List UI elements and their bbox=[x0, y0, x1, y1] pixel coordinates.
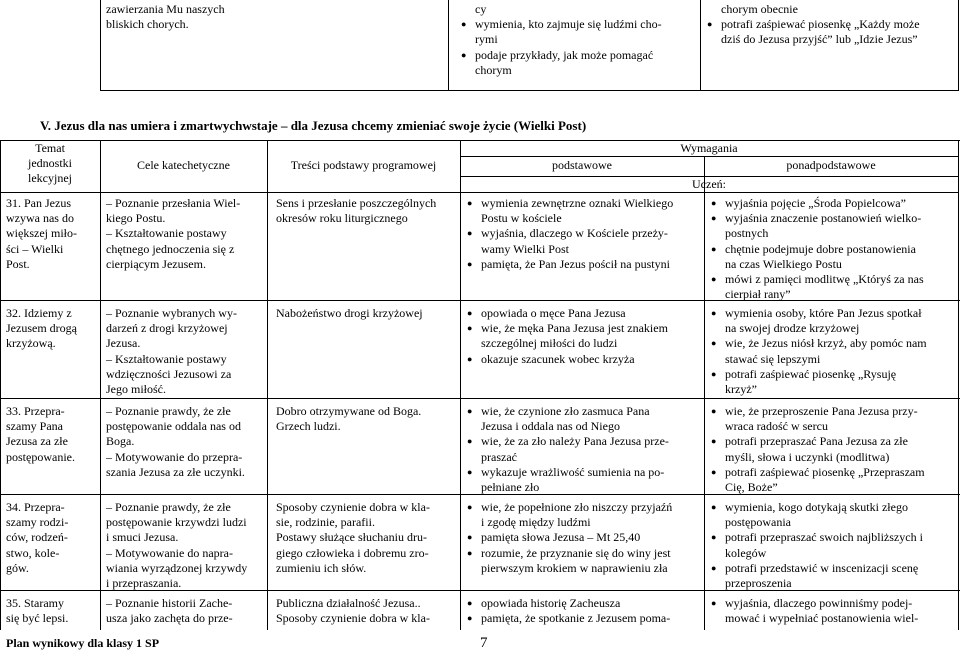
text-line: postnych bbox=[725, 226, 769, 241]
text-line: gów. bbox=[6, 560, 29, 575]
text-line: ● chętnie podejmuje dobre postanowienia bbox=[725, 241, 916, 256]
text-line: lekcyjnej bbox=[28, 171, 72, 186]
text-line: postępowanie. bbox=[6, 449, 75, 464]
table-border-left bbox=[0, 140, 1, 630]
text-line: i smuci Jezusa. bbox=[106, 530, 179, 545]
text-line: usza jako zachęta do prze- bbox=[106, 611, 233, 626]
col-divider-4 bbox=[704, 156, 705, 630]
list-item bbox=[710, 242, 956, 272]
row-podstawowe bbox=[466, 404, 702, 495]
top-col1 bbox=[106, 2, 436, 32]
text-line: chętnego jednoczenia się z bbox=[106, 241, 235, 256]
list-item bbox=[710, 596, 956, 626]
text-line: ● potrafi zaśpiewać piosenkę „Przepraszam bbox=[725, 464, 925, 479]
bullet-list bbox=[466, 596, 702, 626]
list-item bbox=[466, 306, 702, 321]
text-line: na swojej drodze krzyżowej bbox=[725, 321, 860, 336]
text-line: Temat bbox=[35, 141, 65, 155]
row-temat bbox=[6, 596, 98, 626]
text-line: Jezusa za złe bbox=[6, 434, 68, 449]
text-line: praszać bbox=[481, 449, 517, 464]
row-ponadpodstawowe bbox=[710, 500, 956, 591]
text-line: Postu w kościele bbox=[481, 211, 562, 226]
header-temat bbox=[0, 141, 100, 187]
list-item bbox=[710, 404, 956, 434]
top-col2 bbox=[460, 2, 696, 78]
text-line: wiania wyrządzonej krzywdy bbox=[106, 560, 248, 575]
list-item bbox=[710, 434, 956, 464]
text-line: 33. Przepra- bbox=[6, 404, 65, 418]
list-item bbox=[466, 596, 702, 611]
list-item bbox=[466, 546, 702, 576]
list-item bbox=[466, 500, 702, 530]
text-line: okresów roku liturgicznego bbox=[276, 211, 408, 226]
text-line: ● wyjaśnia, dlaczego w Kościele przeży- bbox=[481, 226, 668, 241]
text-line: darzeń z drogi krzyżowej bbox=[106, 321, 228, 336]
text-line: jednostki bbox=[28, 156, 72, 171]
text-line: ● pamięta, że spotkanie z Jezusem poma- bbox=[481, 611, 671, 626]
list-item bbox=[710, 196, 956, 211]
row-temat bbox=[6, 306, 98, 352]
footer-title: Plan wynikowy dla klasy 1 SP bbox=[6, 636, 160, 650]
table-border-right bbox=[958, 140, 959, 630]
text-line: przeproszenia bbox=[725, 576, 792, 591]
text-line: ● wymienia osoby, które Pan Jezus spotkał bbox=[725, 306, 922, 320]
list-item bbox=[466, 465, 702, 495]
list-item bbox=[706, 17, 956, 47]
text-line: ● wie, że Jezus niósł krzyż, aby pomóc nam bbox=[725, 336, 927, 351]
list-item bbox=[710, 336, 956, 366]
text-line: ● wie, że czynione zło zasmuca Pana bbox=[481, 404, 650, 418]
text-line: chorym obecnie bbox=[721, 2, 798, 16]
list-item bbox=[466, 257, 702, 272]
text-line: krzyż” bbox=[725, 382, 757, 397]
row-tresci bbox=[276, 404, 460, 434]
row-podstawowe bbox=[466, 596, 702, 626]
header-tresci: Treści podstawy programowej bbox=[290, 158, 437, 172]
bullet-list bbox=[466, 306, 702, 367]
list-item bbox=[710, 561, 956, 591]
section-title: V. Jezus dla nas umiera i zmartwychwstaje – dla Jezusa chcemy zmieniać swoje życie (Wielki Post) bbox=[40, 118, 587, 133]
text-line: myśli, słowa i uczynki (modlitwa) bbox=[725, 449, 890, 464]
list-item bbox=[710, 272, 956, 302]
top-border-mid2 bbox=[700, 0, 701, 90]
text-line: ● wie, że popełnione zło niszczy przyjaźń bbox=[481, 500, 673, 514]
text-line: Sposoby czynienie dobra w kla- bbox=[276, 611, 430, 626]
page-number: 7 bbox=[480, 635, 488, 651]
row-cele bbox=[106, 500, 264, 591]
row-tresci bbox=[276, 500, 460, 576]
list-item bbox=[466, 404, 702, 434]
text-line: ● wyjaśnia znaczenie postanowień wielko- bbox=[725, 211, 922, 226]
text-line: Post. bbox=[6, 256, 30, 271]
text-line: ● wie, że męka Pana Jezusa jest znakiem bbox=[481, 321, 668, 336]
text-line: ści – Wielki bbox=[6, 241, 64, 256]
list-item bbox=[710, 211, 956, 241]
text-line: ców, rodzeń- bbox=[6, 530, 68, 545]
text-line: sie, rodzinie, parafii. bbox=[276, 515, 375, 530]
top-border-bottom bbox=[100, 90, 959, 91]
col-divider-3 bbox=[460, 140, 461, 630]
text-line: – Motywowanie do przepra- bbox=[106, 449, 243, 464]
text-line: pierwszym krokiem w naprawieniu zła bbox=[481, 560, 668, 575]
list-item bbox=[466, 530, 702, 545]
text-line: ● wyjaśnia, dlaczego powinniśmy podej- bbox=[725, 596, 913, 610]
text-line: stwo, kole- bbox=[6, 545, 60, 560]
list-item bbox=[710, 306, 956, 336]
header-cele: Cele katechetyczne bbox=[137, 158, 230, 172]
text-line: Sposoby czynienie dobra w kla- bbox=[276, 500, 430, 514]
text-line: ● podaje przykłady, jak może pomagać bbox=[475, 47, 654, 62]
text-line: szania Jezusa za złe uczynki. bbox=[106, 464, 245, 479]
row-ponadpodstawowe bbox=[710, 306, 956, 397]
text-line: ● wymienia, kto zajmuje się ludźmi cho- bbox=[475, 17, 662, 32]
list-item bbox=[466, 226, 702, 256]
text-line: Grzech ludzi. bbox=[276, 419, 341, 434]
text-line: stawać się lepszymi bbox=[725, 351, 821, 366]
text-line: 34. Przepra- bbox=[6, 500, 65, 514]
text-line: – Poznanie historii Zache- bbox=[106, 596, 233, 610]
text-line: wamy Wielki Post bbox=[481, 241, 569, 256]
bullet-list bbox=[466, 404, 702, 495]
row-cele bbox=[106, 404, 264, 480]
top-border-left bbox=[100, 0, 101, 90]
text-line: postępowanie oddala nas od bbox=[106, 419, 241, 434]
row-ponadpodstawowe bbox=[710, 596, 956, 626]
row-tresci bbox=[276, 196, 460, 226]
text-line: większej miło- bbox=[6, 226, 77, 241]
col-divider-2 bbox=[267, 140, 268, 630]
text-line: postępowanie krzywdzi ludzi bbox=[106, 515, 247, 530]
text-line: – Poznanie prawdy, że złe bbox=[106, 404, 231, 418]
text-line: bliskich chorych. bbox=[106, 17, 189, 32]
text-line: i przepraszania. bbox=[106, 576, 182, 591]
text-line: Jezusem drogą bbox=[6, 321, 77, 336]
row-podstawowe bbox=[466, 500, 702, 576]
top-border-right bbox=[958, 0, 959, 90]
text-line: pełniane zło bbox=[481, 480, 540, 495]
text-line: ● wykazuje wrażliwość sumienia na po- bbox=[481, 464, 665, 479]
text-line: Cię, Boże” bbox=[725, 480, 778, 495]
row-podstawowe bbox=[466, 306, 702, 367]
bullet-list bbox=[466, 500, 702, 576]
text-line: wzywa nas do bbox=[6, 211, 74, 226]
text-line: Jezusa. bbox=[106, 336, 141, 351]
text-line: i zgodę między ludźmi bbox=[481, 515, 591, 530]
text-line: ● potrafi przepraszać swoich najbliższych i bbox=[725, 530, 923, 545]
list-item bbox=[710, 367, 956, 397]
text-line: Boga. bbox=[106, 434, 135, 449]
list-item bbox=[466, 196, 702, 226]
row-tresci bbox=[276, 596, 460, 626]
bullet-list bbox=[710, 596, 956, 626]
text-line: Sens i przesłanie poszczególnych bbox=[276, 196, 437, 210]
row-podstawowe bbox=[466, 196, 702, 272]
text-line: – Kształtowanie postawy bbox=[106, 351, 227, 366]
text-line: ● wie, że przeproszenie Pana Jezusa przy- bbox=[725, 404, 918, 418]
text-line: Publiczna działalność Jezusa.. bbox=[276, 596, 421, 610]
text-line: ● wie, że za zło należy Pana Jezusa prze- bbox=[481, 434, 669, 449]
text-line: 31. Pan Jezus bbox=[6, 196, 71, 210]
text-line: szczególnej miłości do ludzi bbox=[481, 336, 618, 351]
text-line: się być lepsi. bbox=[6, 611, 69, 626]
text-line: ● potrafi przepraszać Pana Jezusa za złe bbox=[725, 434, 908, 449]
text-line: Dobro otrzymywane od Boga. bbox=[276, 404, 422, 418]
text-line: ● opowiada o męce Pana Jezusa bbox=[481, 306, 626, 320]
text-line: ● okazuje szacunek wobec krzyża bbox=[481, 351, 635, 366]
row-ponadpodstawowe bbox=[710, 196, 956, 302]
text-line: zawierzania Mu naszych bbox=[106, 2, 225, 16]
list-item bbox=[710, 500, 956, 530]
text-line: na czas Wielkiego Postu bbox=[725, 256, 842, 271]
text-line: – Poznanie wybranych wy- bbox=[106, 306, 237, 320]
header-uczen: Uczeń: bbox=[692, 177, 726, 191]
bullet-list bbox=[710, 500, 956, 591]
text-line: – Poznanie prawdy, że złe bbox=[106, 500, 231, 514]
list-item bbox=[710, 465, 956, 495]
text-line: szamy Pana bbox=[6, 419, 63, 434]
text-line: Jego miłość. bbox=[106, 382, 166, 397]
text-line: ● opowiada historię Zacheusza bbox=[481, 596, 621, 610]
text-line: kolegów bbox=[725, 545, 767, 560]
row-temat bbox=[6, 404, 98, 465]
header-podstawowe: podstawowe bbox=[552, 158, 612, 172]
text-line: ● mówi z pamięci modlitwę „Któryś za nas bbox=[725, 272, 924, 287]
text-line: 35. Staramy bbox=[6, 596, 64, 610]
text-line: rymi bbox=[475, 32, 498, 47]
text-line: cierpiał rany” bbox=[725, 287, 791, 302]
text-line: wraca radość w sercu bbox=[725, 419, 828, 434]
text-line: cy bbox=[475, 2, 487, 16]
text-line: ● wyjaśnia pojęcie „Środa Popielcowa” bbox=[725, 196, 906, 210]
text-line: – Poznanie przesłania Wiel- bbox=[106, 196, 241, 210]
row-ponadpodstawowe bbox=[710, 404, 956, 495]
list-item bbox=[466, 352, 702, 367]
row-divider bbox=[0, 398, 960, 399]
text-line: zumieniu ich słów. bbox=[276, 560, 367, 575]
row-cele bbox=[106, 596, 264, 626]
text-line: cierpiącym Jezusem. bbox=[106, 256, 206, 271]
header-bottom-line bbox=[0, 192, 460, 193]
bullet-list bbox=[710, 196, 956, 302]
text-line: 32. Idziemy z bbox=[6, 306, 72, 320]
text-line: szamy rodzi- bbox=[6, 515, 69, 530]
text-line: ● pamięta słowa Jezusa – Mt 25,40 bbox=[481, 530, 641, 545]
list-item bbox=[466, 434, 702, 464]
text-line: chorym bbox=[475, 62, 512, 77]
list-item bbox=[710, 530, 956, 560]
text-line: wdzięczności Jezusowi za bbox=[106, 366, 232, 381]
text-line: Postawy służące słuchaniu dru- bbox=[276, 530, 427, 545]
text-line: Nabożeństwo drogi krzyżowej bbox=[276, 306, 423, 320]
header-ponadpodstawowe: ponadpodstawowe bbox=[786, 158, 876, 172]
list-item bbox=[460, 17, 696, 47]
row-tresci bbox=[276, 306, 460, 321]
header-wymagania: Wymagania bbox=[680, 141, 738, 155]
bullet-list bbox=[710, 306, 956, 397]
text-line: Jezusa i oddala nas od Niego bbox=[481, 419, 620, 434]
text-line: krzyżową. bbox=[6, 336, 56, 351]
text-line: ● wymienia zewnętrzne oznaki Wielkiego bbox=[481, 196, 674, 210]
text-line: – Kształtowanie postawy bbox=[106, 226, 227, 241]
text-line: ● pamięta, że Pan Jezus pościł na pustyni bbox=[481, 256, 670, 271]
text-line: postępowania bbox=[725, 515, 791, 530]
text-line: mować i wypełniać postanowienia wiel- bbox=[725, 611, 919, 626]
list-item bbox=[460, 48, 696, 78]
text-line: ● rozumie, że przyznanie się do winy jest bbox=[481, 545, 671, 560]
list-item bbox=[466, 321, 702, 351]
text-line: ● potrafi zaśpiewać piosenkę „Rysuję bbox=[725, 366, 897, 381]
text-line: kiego Postu. bbox=[106, 211, 166, 226]
text-line: dziś do Jezusa przyjść” lub „Idzie Jezus” bbox=[721, 32, 918, 47]
row-cele bbox=[106, 306, 264, 397]
bullet-list bbox=[710, 404, 956, 495]
top-border-mid1 bbox=[448, 0, 449, 90]
row-temat bbox=[6, 196, 98, 272]
text-line: – Motywowanie do napra- bbox=[106, 545, 233, 560]
text-line: ● wymienia, kogo dotykają skutki złego bbox=[725, 500, 908, 514]
text-line: ● potrafi przedstawić w inscenizacji scenę bbox=[725, 560, 919, 575]
text-line: giego człowieka i dobremu zro- bbox=[276, 545, 429, 560]
bullet-list bbox=[466, 196, 702, 272]
text-line: ● potrafi zaśpiewać piosenkę „Każdy może bbox=[721, 17, 920, 32]
list-item bbox=[466, 611, 702, 626]
col-divider-1 bbox=[100, 140, 101, 630]
top-col3 bbox=[706, 2, 956, 48]
row-temat bbox=[6, 500, 98, 576]
row-cele bbox=[106, 196, 264, 272]
